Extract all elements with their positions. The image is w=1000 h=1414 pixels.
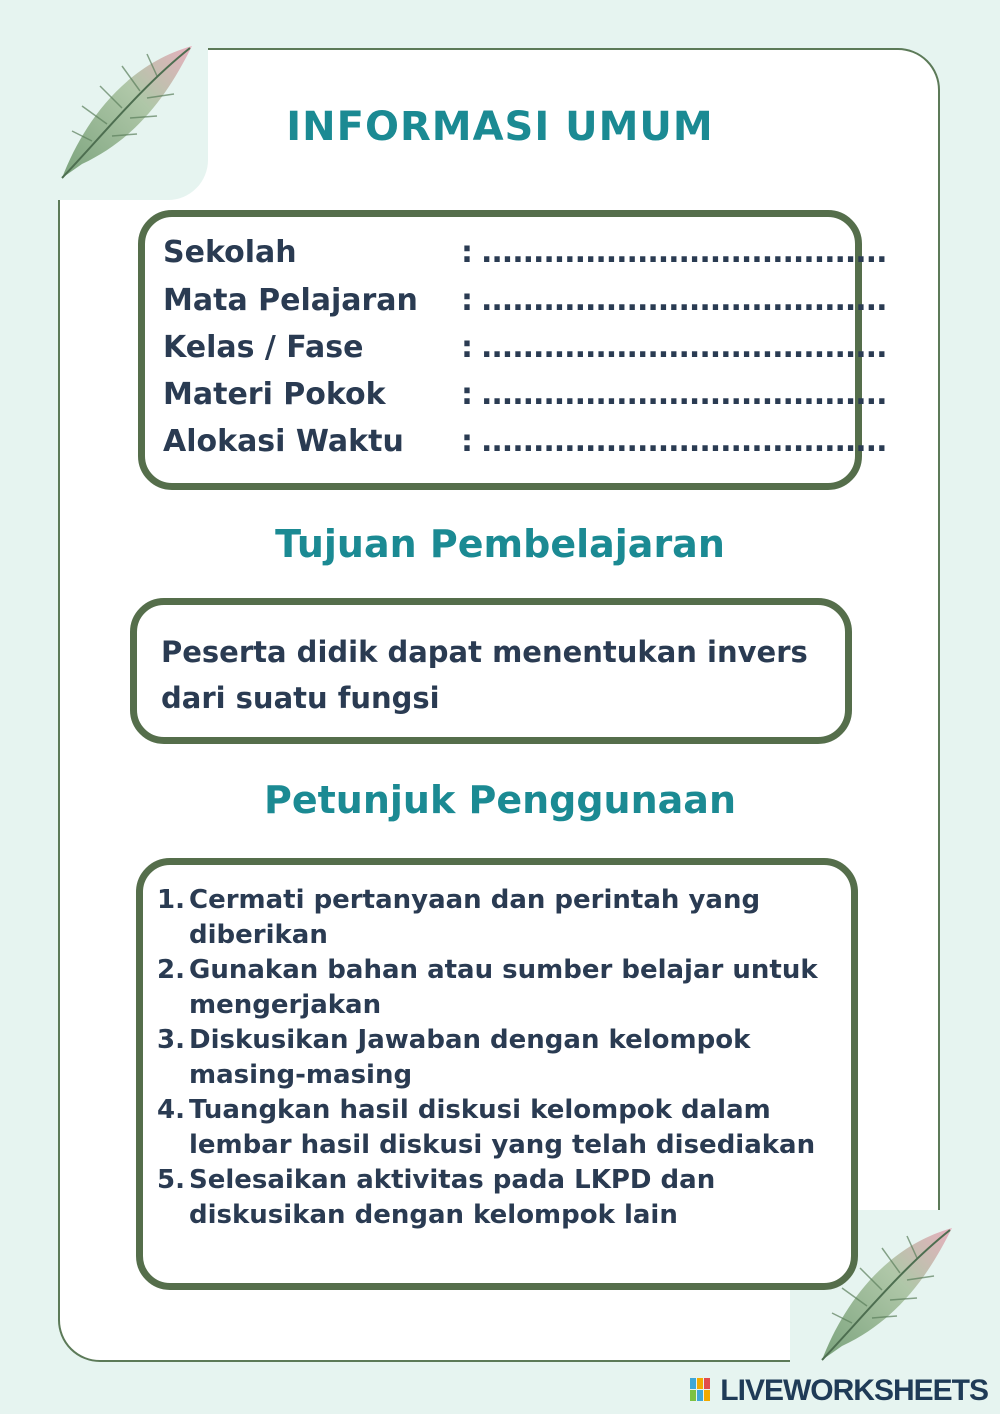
step-number: 3. — [157, 1025, 185, 1055]
list-item — [143, 883, 843, 953]
list-item — [143, 1093, 843, 1163]
info-label: Materi Pokok — [163, 377, 386, 412]
info-label: Mata Pelajaran — [163, 283, 418, 318]
page-title: INFORMASI UMUM — [286, 104, 714, 150]
info-blank: ....................................... — [481, 235, 887, 270]
list-item — [143, 953, 843, 1023]
list-item — [143, 1163, 843, 1233]
section-heading-objectives: Tujuan Pembelajaran — [275, 522, 725, 566]
instructions-box — [136, 858, 858, 1290]
step-text: Tuangkan hasil diskusi kelompok dalam lembar hasil diskusi yang telah disediakan — [189, 1095, 816, 1160]
step-text: Selesaikan aktivitas pada LKPD dan diskusikan dengan kelompok lain — [189, 1165, 716, 1230]
info-separator: : — [461, 235, 473, 270]
general-info-box — [138, 210, 887, 490]
objectives-box — [130, 598, 852, 744]
step-number: 5. — [157, 1165, 185, 1195]
info-blank: ....................................... — [481, 330, 887, 365]
instructions-list — [143, 883, 843, 1233]
liveworksheets-logo-icon — [690, 1378, 716, 1402]
info-label: Alokasi Waktu — [163, 424, 404, 459]
info-blank: ....................................... — [481, 424, 887, 459]
step-number: 2. — [157, 955, 185, 985]
info-separator: : — [461, 330, 473, 365]
liveworksheets-brand: LIVEWORKSHEETS — [720, 1374, 988, 1407]
info-separator: : — [461, 377, 473, 412]
step-number: 4. — [157, 1095, 185, 1125]
info-blank: ....................................... — [481, 283, 887, 318]
info-separator: : — [461, 283, 473, 318]
section-heading-instructions: Petunjuk Penggunaan — [264, 778, 736, 822]
list-item — [143, 1023, 843, 1093]
step-number: 1. — [157, 885, 185, 915]
info-label: Sekolah — [163, 235, 297, 270]
info-blank: ....................................... — [481, 377, 887, 412]
step-text: Gunakan bahan atau sumber belajar untuk mengerjakan — [189, 955, 818, 1020]
info-label: Kelas / Fase — [163, 330, 364, 365]
objectives-text: Peserta didik dapat menentukan invers dari suatu fungsi — [161, 635, 808, 715]
info-separator: : — [461, 424, 473, 459]
step-text: Cermati pertanyaan dan perintah yang diberikan — [189, 885, 761, 950]
step-text: Diskusikan Jawaban dengan kelompok masing-masing — [189, 1025, 751, 1090]
